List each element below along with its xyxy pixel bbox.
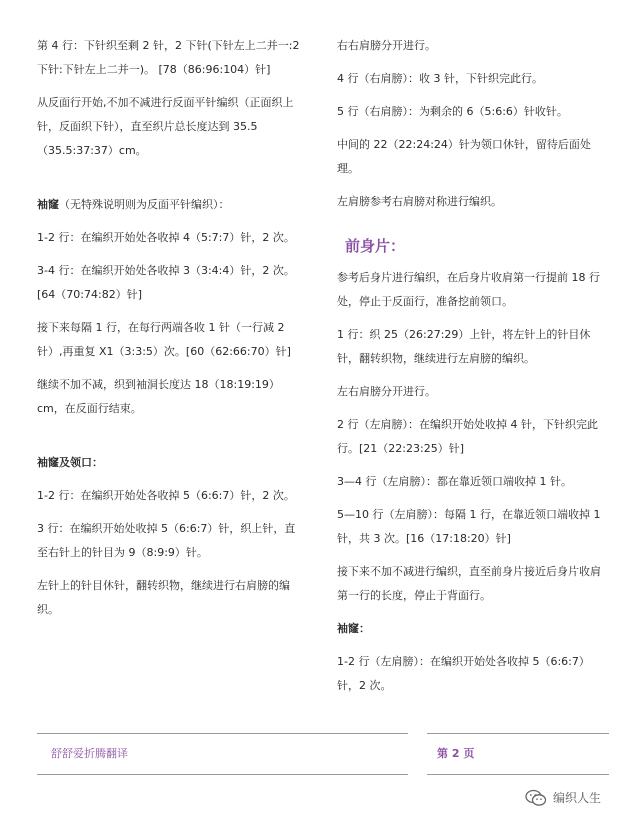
watermark — [525, 786, 601, 810]
paragraph: 左肩膀参考右肩膀对称进行编织。 — [337, 195, 502, 208]
paragraph: 4 行（右肩膀）：收 3 针，下针织完此行。 — [337, 72, 543, 85]
paragraph: 继续不加不减，织到袖洞长度达 18（18:19:19）cm，在反面行结束。 — [37, 378, 280, 415]
armhole-title: 袖窿 — [37, 198, 59, 211]
right-column — [337, 34, 609, 707]
page-number: 第 2 页 — [437, 747, 475, 760]
paragraph: 左针上的针目休针，翻转织物，继续进行右肩膀的编织。 — [37, 579, 290, 616]
footer-credit: 舒舒爱折腾翻译 — [51, 747, 128, 760]
paragraph: 5 行（右肩膀）：为剩余的 6（5:6:6）针收针。 — [337, 105, 568, 118]
paragraph: 2 行（左肩膀）：在编织开始处收掉 4 针，下针织完此行。[21（22:23:25）针] — [337, 418, 598, 455]
paragraph: 1-2 行（左肩膀）：在编织开始处各收掉 5（6:6:7）针，2 次。 — [337, 655, 590, 692]
paragraph: 参考后身片进行编织，在后身片收肩第一行提前 18 行处，停止于反面行，准备挖前领口。 — [337, 271, 600, 308]
footer-right — [427, 733, 609, 775]
armhole-heading — [37, 193, 301, 217]
paragraph: 从反面行开始,不加不减进行反面平针编织（正面织上针，反面织下针），直至织片总长度达到 35.5（35.5:37:37）cm。 — [37, 96, 294, 157]
neck-heading: 袖窿及领口： — [37, 456, 103, 469]
left-column — [37, 34, 301, 631]
paragraph: 中间的 22（22:24:24）针为领口休针，留待后面处理。 — [337, 138, 591, 175]
sleeve-heading: 袖窿： — [337, 622, 370, 635]
paragraph: 左右肩膀分开进行。 — [337, 385, 436, 398]
paragraph: 3-4 行：在编织开始处各收掉 3（3:4:4）针，2 次。[64（70:74:82）针] — [37, 264, 295, 301]
paragraph: 5—10 行（左肩膀）：每隔 1 行，在靠近领口端收掉 1 针，共 3 次。[16（17:18:20）针] — [337, 508, 601, 545]
paragraph: 第 4 行：下针织至剩 2 针，2 下针(下针左上二并一:2 下针:下针左上二并一)。 [78（86:96:104）针] — [37, 39, 300, 76]
paragraph: 1 行：织 25（26:27:29）上针，将左针上的针目休针，翻转织物，继续进行左肩膀的编织。 — [337, 328, 591, 365]
paragraph: 3—4 行（左肩膀）：都在靠近领口端收掉 1 针。 — [337, 475, 572, 488]
armhole-note: （无特殊说明则为反面平针编织）： — [59, 198, 230, 211]
paragraph: 右右肩膀分开进行。 — [337, 39, 436, 52]
paragraph: 1-2 行：在编织开始处各收掉 5（6:6:7）针，2 次。 — [37, 489, 295, 502]
front-section-title: 前身片： — [345, 237, 406, 255]
wechat-icon — [525, 789, 547, 807]
paragraph: 3 行：在编织开始处收掉 5（6:6:7）针，织上针，直至右针上的针目为 9（8:9:9）针。 — [37, 522, 296, 559]
watermark-text: 编织人生 — [553, 791, 602, 805]
footer-left — [37, 733, 408, 775]
paragraph: 1-2 行：在编织开始处各收掉 4（5:7:7）针，2 次。 — [37, 231, 295, 244]
paragraph: 接下来每隔 1 行，在每行两端各收 1 针（一行减 2 针）,再重复 X1（3:3:5）次。[60（62:66:70）针] — [37, 321, 291, 358]
paragraph: 接下来不加不减进行编织，直至前身片接近后身片收肩第一行的长度，停止于背面行。 — [337, 565, 601, 602]
